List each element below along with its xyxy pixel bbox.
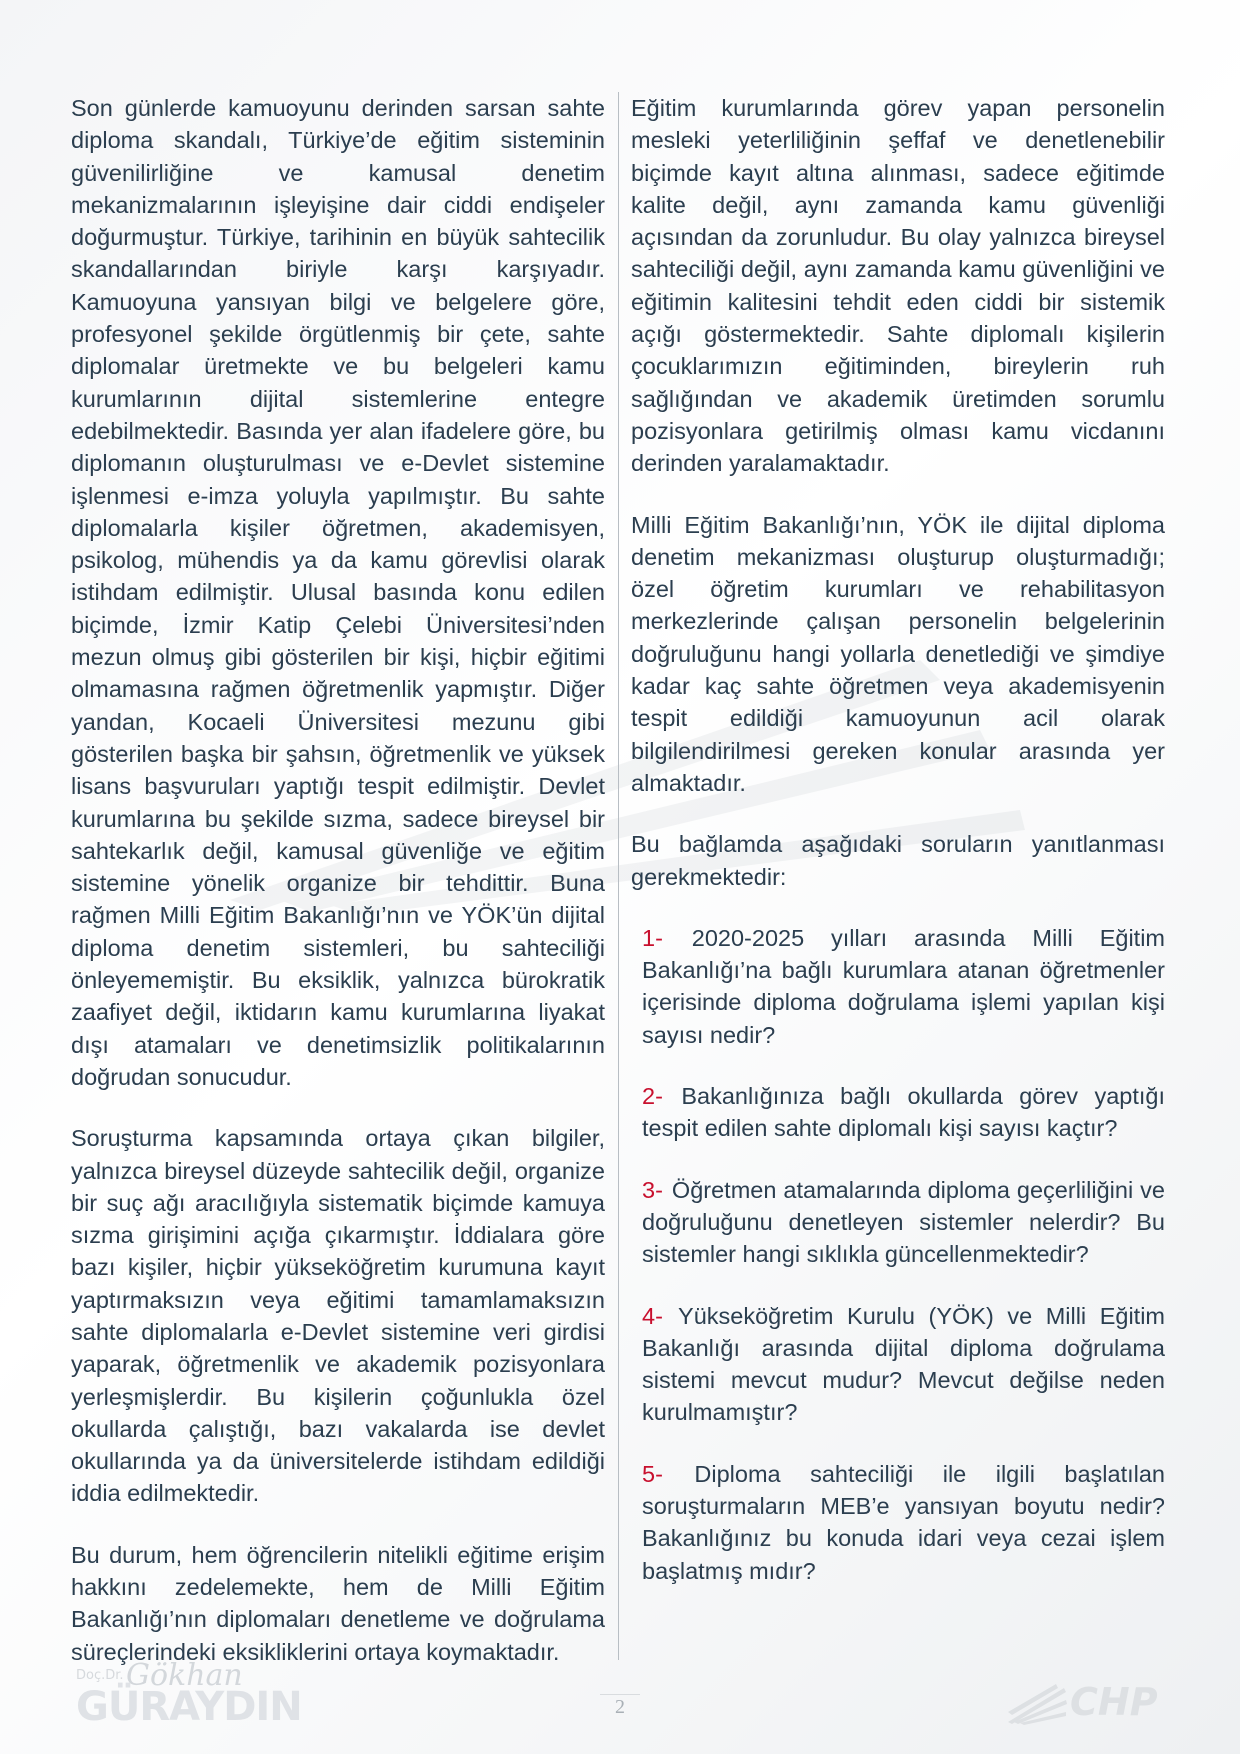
question-text: Yükseköğretim Kurulu (YÖK) ve Milli Eğitim Bakanlığı arasında dijital diploma doğrulama sistemi mevcut mudur? Mevcut değilse neden kurulmamıştır? [642,1302,1165,1426]
party-logo-text: CHP [1070,1680,1158,1724]
paragraph: Milli Eğitim Bakanlığı’nın, YÖK ile dijital diploma denetim mekanizması oluşturup oluşturmadığı; özel öğretim kurumları ve rehabilitasyon merkezlerinde çalışan personelin belgelerinin doğruluğunu hangi yollarla denetlediği ve şimdiye kadar kaç sahte öğretmen veya akademisyenin tespit edildiği kamuoyunun acil olarak bilgilendirilmesi gereken konular arasında yer almaktadır. [631,511,1165,796]
column-divider [618,92,619,1660]
question-item [631,922,1165,1051]
signature-name: GÜRAYDIN [76,1684,302,1730]
question-text: 2020-2025 yılları arasında Milli Eğitim Bakanlığı’na bağlı kurumlara atanan öğretmenler içerisinde diploma doğrulama işlemi yapılan kişi sayısı nedir? [642,924,1165,1048]
party-logo [1006,1680,1166,1726]
question-number: 2- [642,1083,663,1110]
paragraph: Bu durum, hem öğrencilerin nitelikli eğitime erişim hakkını zedelemekte, hem de Milli Eğitim Bakanlığı’nın diplomaları denetleme ve doğrulama süreçlerindeki eksikliklerini ortaya koymaktadır. [71,1541,605,1665]
question-item [631,1300,1165,1429]
question-text: Bakanlığınıza bağlı okullarda görev yaptığı tespit edilen sahte diplomalı kişi sayısı kaçtır? [642,1083,1166,1142]
question-item [631,1174,1165,1271]
right-column [631,92,1165,1616]
torch-rays-icon [1006,1682,1068,1726]
question-text: Öğretmen atamalarında diploma geçerliliğini ve doğruluğunu denetleyen sistemler nelerdir? Bu sistemler hangi sıklıkla güncellenmektedir? [642,1176,1165,1268]
question-number: 4- [642,1302,663,1329]
signature-script: Gökhan [126,1658,243,1693]
paragraph: Eğitim kurumlarında görev yapan personelin mesleki yeterliliğinin şeffaf ve denetlenebilir biçimde kayıt altına alınması, sadece eğitimde kalite değil, aynı zamanda kamu güvenliği açısından da zorunludur. Bu olay yalnızca bireysel sahteciliği değil, aynı zamanda kamu güvenliğini ve eğitimin kalitesini tehdit eden ciddi bir sistemik açığı göstermektedir. Sahte diplomalı kişilerin çocuklarımızın eğitiminden, bireylerin ruh sağlığından ve akademik üretimden sorumlu pozisyonlara getirilmiş olması kamu vicdanını derinden yaralamaktadır. [631,95,1165,477]
left-column [71,92,605,1697]
paragraph: Son günlerde kamuoyunu derinden sarsan sahte diploma skandalı, Türkiye’de eğitim sisteminin güvenilirliğine ve kamusal denetim mekanizmalarının işleyişine dair ciddi endişeler doğurmuştur. Türkiye, tarihinin en büyük sahtecilik skandallarından biriyle karşı karşıyadır. Kamuoyuna yansıyan bilgi ve belgelere göre, profesyonel şekilde örgütlenmiş bir çete, sahte diplomalar üretmekte ve bu belgeleri kamu kurumlarının dijital sistemlerine entegre edebilmektedir. Basında yer alan ifadelere göre, bu diplomanın oluşturulması ve e-Devlet sistemine işlenmesi e-imza yoluyla yapılmıştır. Bu sahte diplomalarla kişiler öğretmen, akademisyen, psikolog, mühendis ya da kamu görevlisi olarak istihdam edilmiştir. Ulusal basında konu edilen biçimde, İzmir Katip Çelebi Üniversitesi’nden mezun olmuş gibi gösterilen bir kişi, hiçbir eğitimi olmamasına rağmen öğretmenlik yapmıştır. Diğer yandan, Kocaeli Üniversitesi mezunu gibi gösterilen başka bir şahsın, öğretmenlik ve yüksek lisans başvuruları yaptığı tespit edilmiştir. Devlet kurumlarına bu şekilde sızma, sadece bireysel bir sahtekarlık değil, kamusal güvenliğe ve eğitim sistemine yönelik organize bir tehdittir. Buna rağmen Milli Eğitim Bakanlığı’nın ve YÖK’ün dijital diploma denetim sistemleri, bu sahteciliği önleyememiştir. Bu eksiklik, yalnızca bürokratik zaafiyet değil, iktidarın kamu kurumlarına liyakat dışı atamaları ve denetimsizlik politikalarının doğrudan sonucudur. [71,95,605,1090]
question-item [631,1080,1165,1145]
question-item [631,1458,1165,1587]
page-number-rule [600,1694,640,1695]
question-number: 5- [642,1460,663,1487]
page-number: 2 [615,1696,625,1718]
question-text: Diploma sahteciliği ile ilgili başlatılan soruşturmaların MEB’e yansıyan boyutu nedir? Bakanlığınız bu konuda idari veya cezai işlem başlatmış mıdır? [642,1460,1165,1584]
signature-logo [76,1658,302,1730]
question-number: 1- [642,924,663,951]
paragraph: Bu bağlamda aşağıdaki soruların yanıtlanması gerekmektedir: [631,831,1165,890]
signature-title: Doç.Dr. [76,1668,124,1683]
question-number: 3- [642,1176,663,1203]
paragraph: Soruşturma kapsamında ortaya çıkan bilgiler, yalnızca bireysel düzeyde sahtecilik değil, organize bir suç ağı aracılığıyla sistematik biçimde kamuya sızma girişimini açığa çıkarmıştır. İddialara göre bazı kişiler, hiçbir yükseköğretim kurumuna kayıt yaptırmaksızın veya eğitimi tamamlamaksızın sahte diplomalarla e-Devlet sistemine veri girdisi yaparak, öğretmenlik ve akademik pozisyonlara yerleşmişlerdir. Bu kişilerin çoğunlukla özel okullarda çalıştığı, bazı vakalarda ise devlet okullarında ya da üniversitelerde istihdam edildiği iddia edilmektedir. [71,1125,605,1507]
